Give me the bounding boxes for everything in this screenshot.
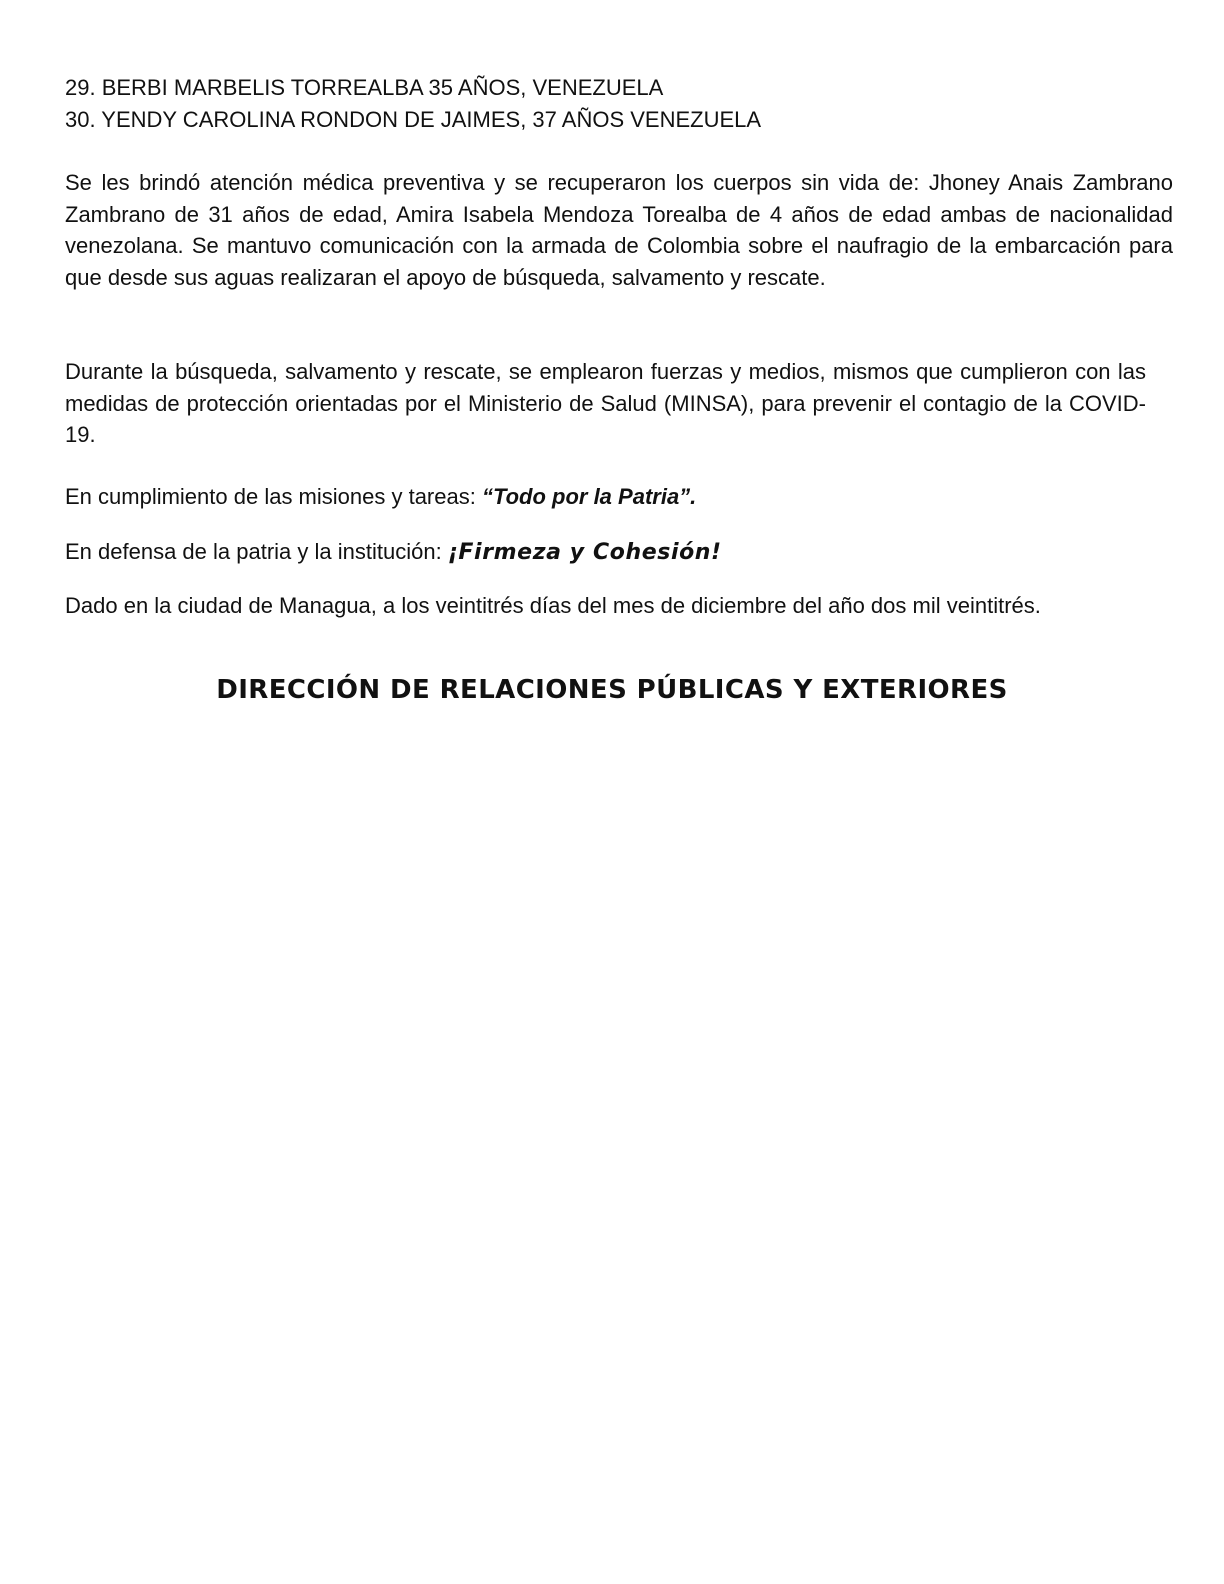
defense-motto: ¡Firmeza y Cohesión! — [447, 540, 722, 565]
list-item-30: 30. YENDY CAROLINA RONDON DE JAIMES, 37 AÑOS VENEZUELA — [65, 107, 762, 132]
closing-line: Dado en la ciudad de Managua, a los veintitrés días del mes de diciembre del año dos mil veintitrés. — [65, 593, 1041, 618]
missions-line — [65, 481, 696, 513]
defense-prefix: En defensa de la patria y la institución: — [65, 539, 448, 564]
signature-heading: DIRECCIÓN DE RELACIONES PÚBLICAS Y EXTERIORES — [216, 675, 1008, 705]
paragraph-medical-attention: Se les brindó atención médica preventiva y se recuperaron los cuerpos sin vida de: Jhoney Anais Zambrano Zambrano de 31 años de edad, Amira Isabela Mendoza Torealba de 4 años de edad ambas de nacionalidad venezolana. Se mantuvo comunicación con la armada de Colombia sobre el naufragio de la embarcación para que desde sus aguas realizaran el apoyo de búsqueda, salvamento y rescate. — [65, 170, 1173, 290]
list-item-29: 29. BERBI MARBELIS TORREALBA 35 AÑOS, VENEZUELA — [65, 75, 664, 100]
missions-motto: “Todo por la Patria”. — [481, 484, 697, 509]
defense-line — [65, 536, 722, 569]
paragraph-search-rescue: Durante la búsqueda, salvamento y rescate, se emplearon fuerzas y medios, mismos que cumplieron con las medidas de protección orientadas por el Ministerio de Salud (MINSA), para prevenir el contagio de la COVID-19. — [65, 359, 1146, 447]
missions-prefix: En cumplimiento de las misiones y tareas: — [65, 484, 482, 509]
